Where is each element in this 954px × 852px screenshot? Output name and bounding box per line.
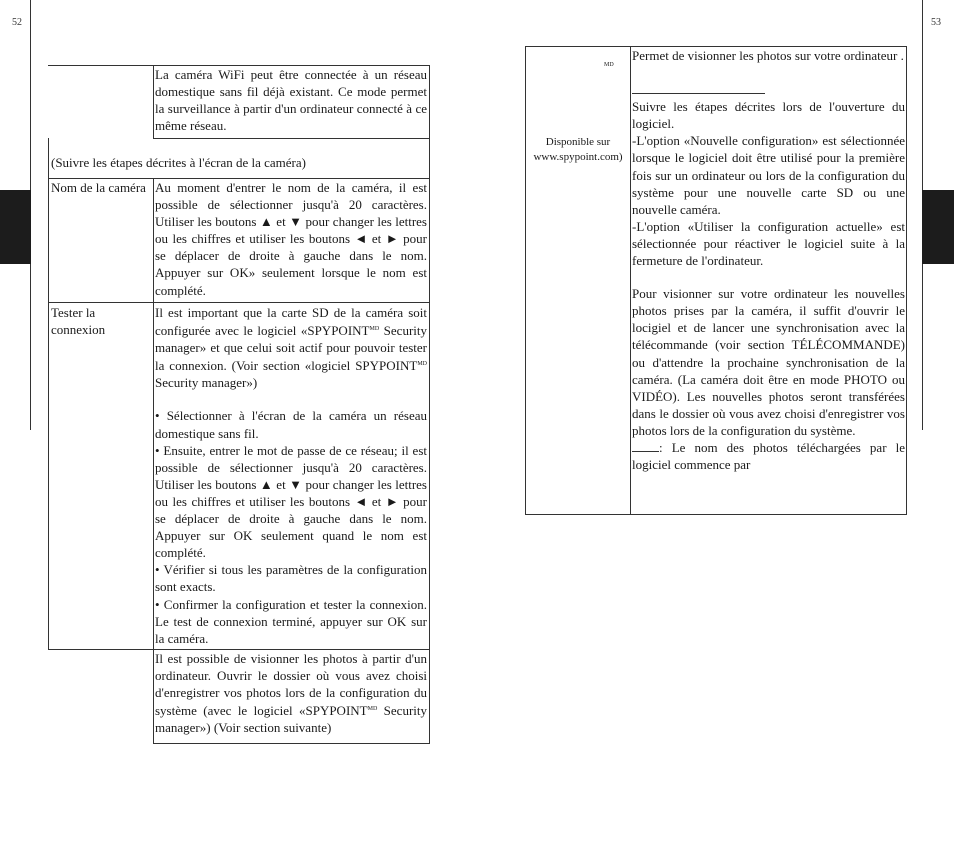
test-step-enter-password: • Ensuite, entrer le mot de passe de ce réseau; il est possible de sélectionner jusqu'à 20 caractères. Utiliser les boutons ▲ et ▼ pour changer les lettres ou les chiffres et utiliser les boutons ◄ et ► pour se déplacer de droite à gauche dans le nom. Appuyer sur OK seulement quand le nom est complété. — [155, 442, 427, 561]
test-step-select-network: • Sélectionner à l'écran de la caméra un réseau domestique sans fil. — [155, 408, 427, 441]
view-text-a: Il est possible de visionner les photos à partir d'un ordinateur. Ouvrir le dossier où vous avez choisi d'enregistrer vos photos lors de la configuration du système (avec le logiciel «SPYPOINT — [155, 651, 427, 719]
software-steps: Suivre les étapes décrites lors de l'ouverture du logiciel. — [632, 99, 905, 132]
left-edge-tab — [0, 190, 31, 264]
test-connection-label: Tester la connexion — [51, 305, 106, 338]
test-step-verify: • Vérifier si tous les paramètres de la configuration sont exacts. — [155, 562, 427, 595]
software-md-mark: MD — [604, 62, 614, 68]
software-purpose: Permet de visionner les photos sur votre ordinateur . — [632, 48, 904, 63]
column-border — [153, 65, 154, 138]
row-border — [48, 302, 430, 303]
column-border — [153, 178, 154, 744]
test-intro-c: Security manager») — [155, 375, 258, 391]
wifi-intro-text: La caméra WiFi peut être connectée à un réseau domestique sans fil déjà existant. Ce mode permet la surveillance à partir d'un ordinateur connecté à ce même réseau. — [155, 67, 427, 134]
left-table — [48, 65, 430, 744]
steps-note: (Suivre les étapes décrites à l'écran de la caméra) — [51, 155, 306, 170]
row-border — [153, 743, 430, 744]
right-table — [525, 46, 907, 515]
column-border — [48, 302, 49, 649]
md-mark: MD — [367, 706, 378, 713]
md-mark: MD — [369, 326, 380, 333]
test-connection-text — [155, 304, 427, 647]
option-new-config: -L'option «Nouvelle configuration» est sélectionnée lorsque le logiciel doit être utilisé pour la première fois sur un ordinateur ou lors de la configuration du système pour une nouvelle carte SD ou une nouvelle caméra. — [632, 133, 905, 217]
heading-underline — [632, 81, 765, 94]
photo-name-note: : Le nom des photos téléchargées par le logiciel commence par — [632, 439, 905, 473]
test-intro-b: Security manager» et que celui soit actif pour pouvoir tester la connexion. (Voir section «logiciel SPYPOINT — [155, 323, 428, 374]
camera-name-label: Nom de la caméra — [51, 180, 146, 195]
view-photos-text — [155, 650, 427, 736]
view-text-b: Security manager») (Voir section suivante) — [155, 703, 428, 736]
test-intro-a: Il est important que la carte SD de la caméra soit configurée avec le logiciel «SPYPOINT — [155, 305, 427, 339]
right-edge-tab — [922, 190, 954, 264]
software-description — [632, 47, 905, 473]
row-border — [153, 138, 430, 139]
column-border — [48, 138, 49, 302]
test-step-confirm: • Confirmer la configuration et tester la connexion. Le test de connexion terminé, appuyer sur OK sur la caméra. — [155, 596, 427, 646]
md-mark: MD — [417, 361, 427, 368]
available-on-text: Disponible sur — [545, 136, 611, 148]
page-number-left: 52 — [12, 17, 22, 28]
page-number-right: 53 — [931, 17, 941, 28]
camera-name-text: Au moment d'entrer le nom de la caméra, il est possible de sélectionner jusqu'à 20 caractères. Utiliser les boutons ▲ et ▼ pour changer les lettres ou les chiffres et utiliser les boutons ◄ et ► pour se déplacer de droite à gauche dans le nom. Appuyer sur OK» seulement lorsque le nom est complété. — [155, 180, 427, 298]
view-new-photos: Pour visionner sur votre ordinateur les nouvelles photos prises par la caméra, il suffit d'ouvrir le locigiel et de lancer une synchronisation avec la télécommande (voir section TÉLÉCOMMANDE) ou d'attendre la prochaine synchronisation de la caméra. (La caméra doit être en mode PHOTO ou VIDÉO). Les nouvelles photos seront transférées dans le dossier où vous avez choisi d'enregistrer vos photos lors de la configuration du système. — [632, 286, 905, 438]
option-current-config: -L'option «Utiliser la configuration actuelle» est sélectionnée pour réactiver le logiciel suite à la fermeture de l'ordinateur. — [632, 218, 905, 269]
column-border — [429, 65, 430, 744]
available-on-label — [526, 135, 630, 165]
note-underline — [632, 439, 659, 452]
column-border — [630, 47, 631, 514]
website-url: www.spypoint.com) — [533, 151, 623, 163]
